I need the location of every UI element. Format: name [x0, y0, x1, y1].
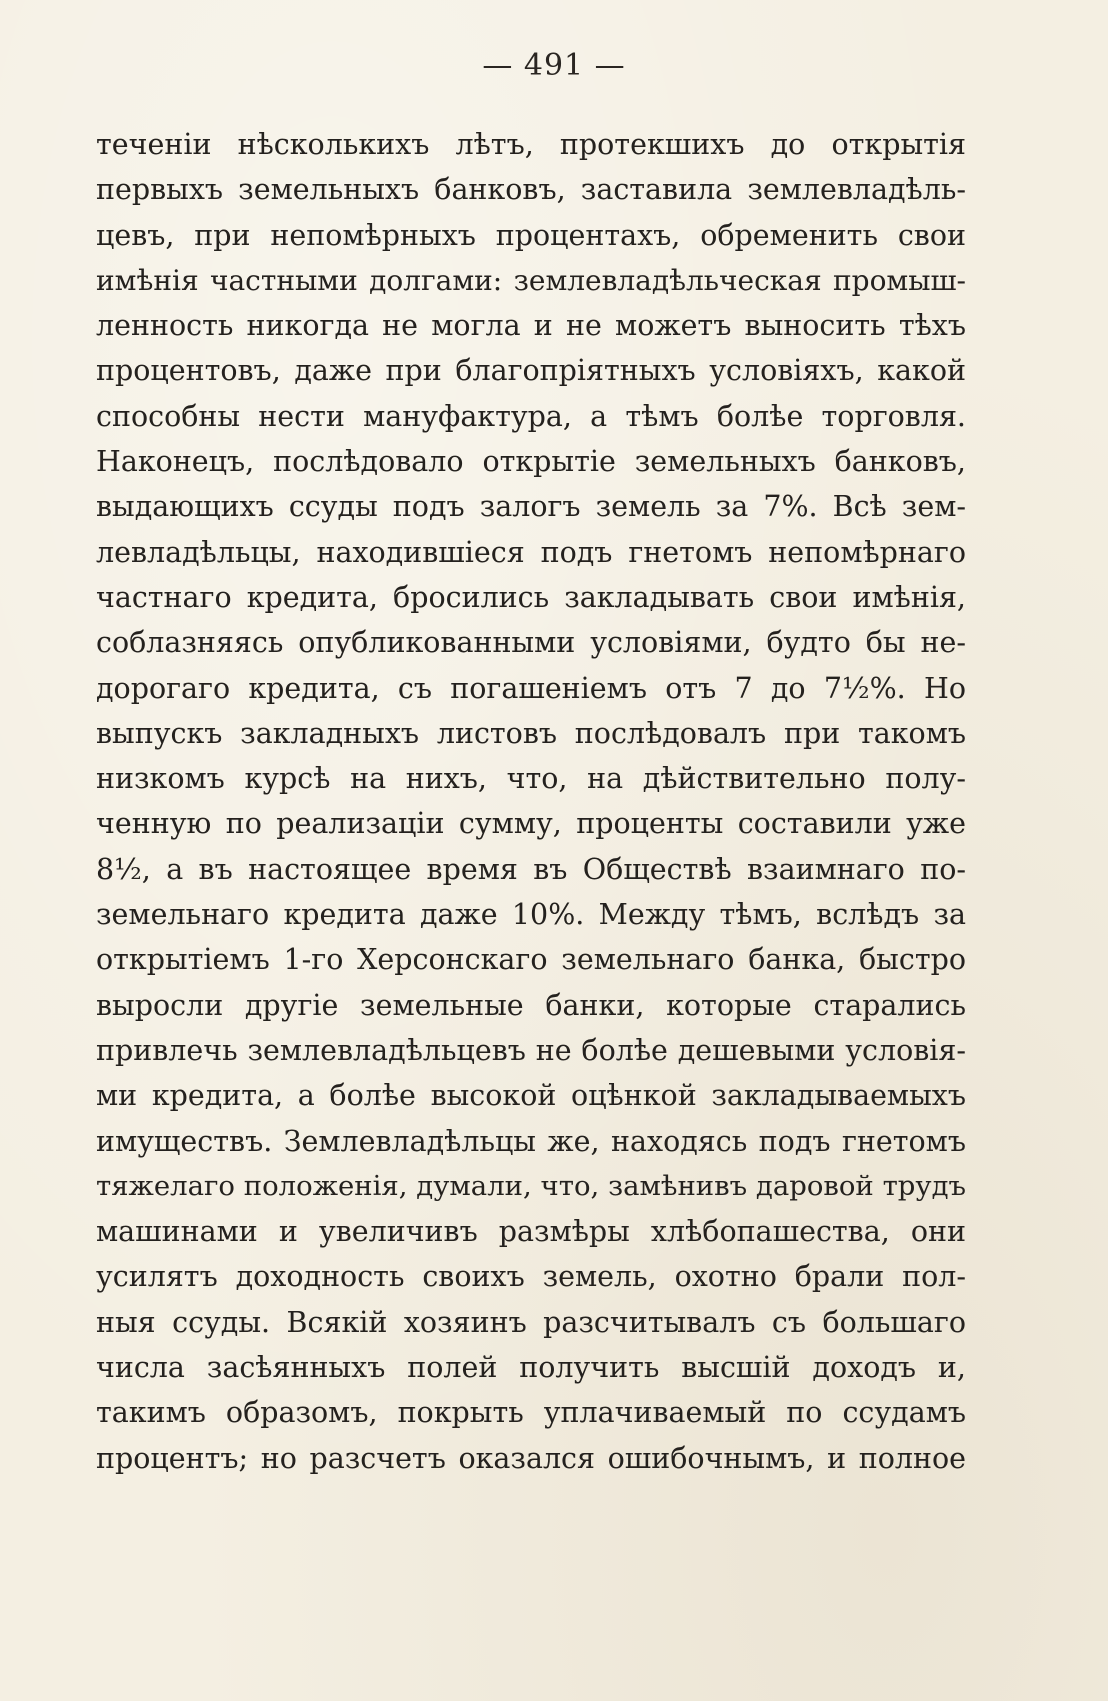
text-line: числа засѣянныхъ полей получить высшій доходъ и,: [96, 1351, 966, 1385]
text-line: имуществъ. Землевладѣльцы же, находясь подъ гнетомъ: [96, 1124, 966, 1158]
text-line: выросли другіе земельные банки, которые старались: [96, 988, 966, 1022]
text-line: первыхъ земельныхъ банковъ, заставила землевладѣль-: [96, 173, 966, 207]
body-text: [96, 122, 966, 1481]
text-line: усилятъ доходность своихъ земель, охотно брали пол-: [96, 1260, 966, 1294]
text-line: открытіемъ 1-го Херсонскаго земельнаго банка, быстро: [96, 943, 966, 977]
text-line: способны нести мануфактура, а тѣмъ болѣе торговля.: [96, 399, 966, 433]
text-line: земельнаго кредита даже 10%. Между тѣмъ, вслѣдъ за: [96, 898, 966, 932]
text-line: частнаго кредита, бросились закладывать свои имѣнія,: [96, 580, 966, 614]
text-line: теченіи нѣсколькихъ лѣтъ, протекшихъ до открытія: [96, 128, 966, 161]
text-line: ченную по реализаціи сумму, проценты составили уже: [96, 807, 966, 841]
text-line: ленность никогда не могла и не можетъ выносить тѣхъ: [96, 309, 966, 343]
text-line: дорогаго кредита, съ погашеніемъ отъ 7 до 7½%. Но: [96, 671, 966, 705]
page-number: — 491 —: [482, 48, 626, 83]
text-line: левладѣльцы, находившіеся подъ гнетомъ непомѣрнаго: [96, 535, 966, 569]
text-line: выдающихъ ссуды подъ залогъ земель за 7%. Всѣ зем-: [96, 490, 966, 524]
text-line: такимъ образомъ, покрыть уплачиваемый по ссудамъ: [96, 1396, 966, 1430]
text-line: выпускъ закладныхъ листовъ послѣдовалъ при такомъ: [96, 716, 966, 750]
text-line: Наконецъ, послѣдовало открытіе земельныхъ банковъ,: [96, 445, 966, 479]
text-line: процентовъ, даже при благопріятныхъ условіяхъ, какой: [96, 354, 966, 388]
text-line: низкомъ курсѣ на нихъ, что, на дѣйствительно полу-: [96, 762, 966, 796]
text-line: ныя ссуды. Всякій хозяинъ разсчитывалъ съ большаго: [96, 1305, 966, 1339]
text-line: тяжелаго положенія, думали, что, замѣнивъ даровой трудъ: [96, 1169, 966, 1202]
text-line: привлечь землевладѣльцевъ не болѣе дешевыми условія-: [96, 1033, 966, 1067]
text-line: цевъ, при непомѣрныхъ процентахъ, обременить свои: [96, 218, 966, 252]
text-line: соблазняясь опубликованными условіями, будто бы не-: [96, 626, 966, 660]
text-line: машинами и увеличивъ размѣры хлѣбопашества, они: [96, 1215, 966, 1249]
text-line: ми кредита, а болѣе высокой оцѣнкой закладываемыхъ: [96, 1079, 966, 1113]
text-line: процентъ; но разсчетъ оказался ошибочнымъ, и полное: [96, 1441, 966, 1475]
text-line: имѣнія частными долгами: землевладѣльческая промыш-: [96, 263, 966, 297]
text-line: 8½, а въ настоящее время въ Обществѣ взаимнаго по-: [96, 852, 966, 886]
